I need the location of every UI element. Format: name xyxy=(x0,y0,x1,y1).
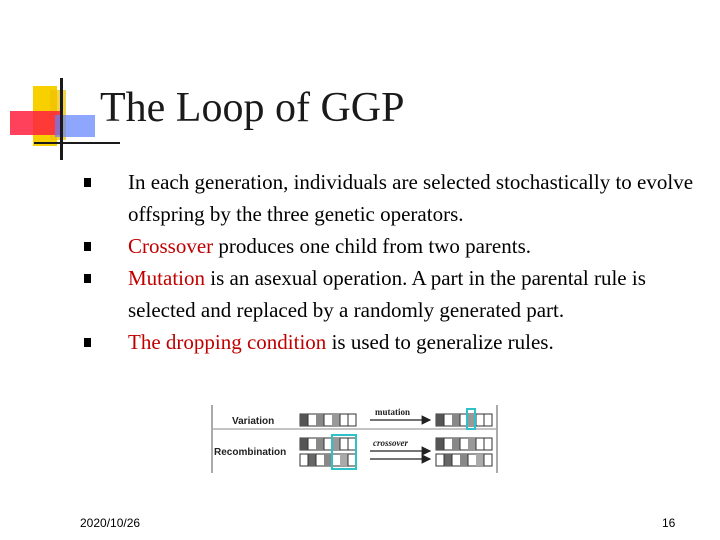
bullet-text: produces one child from two parents. xyxy=(213,234,532,258)
chromosome-variation-child xyxy=(436,409,492,429)
bullet-item xyxy=(84,166,704,230)
bullet-text: is used to generalize rules. xyxy=(326,330,554,354)
chromosome-parent-a xyxy=(300,438,356,450)
highlight-term: Crossover xyxy=(128,234,214,258)
bullet-text: is an asexual operation. A part in the parental rule is selected and replaced by a randomly generated part. xyxy=(128,266,646,322)
variation-label: Variation xyxy=(232,416,275,427)
chromosome-variation-parent xyxy=(300,414,356,426)
operators-diagram xyxy=(210,403,502,475)
slide-title: The Loop of GGP xyxy=(100,85,405,131)
footer-date: 2020/10/26 xyxy=(80,516,141,530)
bullet-square-icon xyxy=(84,242,91,251)
bullet-list xyxy=(84,166,704,358)
bullet-item xyxy=(84,230,704,262)
highlight-term: The dropping condition xyxy=(128,330,327,354)
recombination-label: Recombination xyxy=(214,447,287,458)
bullet-square-icon xyxy=(84,338,91,347)
page-number: 16 xyxy=(662,516,676,530)
bullet-square-icon xyxy=(84,274,91,283)
bullet-item xyxy=(84,326,704,358)
highlight-term: Mutation xyxy=(128,266,205,290)
chromosome-child-b xyxy=(436,454,492,466)
crossover-label: crossover xyxy=(373,438,408,448)
chromosome-parent-b xyxy=(300,454,356,466)
bullet-text: In each generation, individuals are selected stochastically to evolve offspring by the three genetic operators. xyxy=(128,170,694,226)
chromosome-child-a xyxy=(436,438,492,450)
mutation-label: mutation xyxy=(375,407,411,417)
bullet-item xyxy=(84,262,704,326)
bullet-square-icon xyxy=(84,178,91,187)
